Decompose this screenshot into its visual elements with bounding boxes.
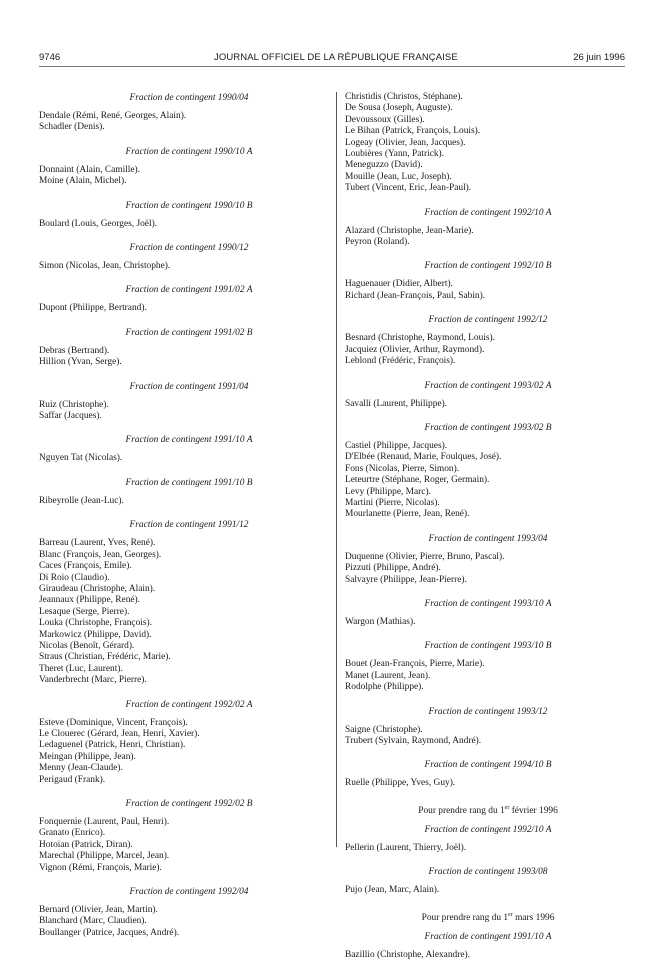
contingent-section [39,699,339,786]
section-heading: Fraction de contingent 1992/10 A [424,824,552,835]
contingent-section [39,519,339,686]
name-entry: Levy (Philippe, Marc). [345,486,431,497]
name-entry: Bazillio (Christophe, Alexandre). [345,949,470,960]
name-entry: Besnard (Christophe, Raymond, Louis). [345,333,495,344]
name-entry: Meingan (Philippe, Jean). [39,751,136,762]
name-entry: Mouille (Jean, Luc, Joseph). [345,171,452,182]
name-entry: Blanchard (Marc, Claudien). [39,916,147,927]
name-entry: Dendale (Rémi, René, Georges, Alain). [39,111,187,121]
contingent-section [39,477,339,507]
name-entry: Haguenauer (Didier, Albert). [345,279,453,290]
name-entry: Pizzuti (Philippe, André). [345,563,441,574]
name-entry: Bernard (Olivier, Jean, Martin). [39,905,158,916]
section-heading: Fraction de contingent 1991/12 [129,520,249,531]
issue-date: 26 juin 1996 [573,52,625,63]
name-entry: Dupont (Philippe, Bertrand). [39,303,147,314]
contingent-section [39,327,339,369]
name-entry: Fons (Nicolas, Pierre, Simon). [345,463,460,474]
name-entry: Granato (Enrico). [39,828,106,839]
name-entry: Debras (Bertrand). [39,345,110,356]
name-entry: Saigne (Christophe). [345,724,423,735]
name-entry: Vanderbrecht (Marc, Pierre). [39,675,147,686]
name-entry: Le Clouerec (Gérard, Jean, Henri, Xavier). [39,728,200,739]
contingent-section [345,759,631,789]
page-number: 9746 [39,52,61,63]
section-heading: Fraction de contingent 1992/10 A [424,207,552,218]
name-entry: Fonquernie (Laurent, Paul, Henri). [39,817,170,827]
name-entry: Martini (Pierre, Nicolas). [345,497,440,508]
section-heading: Fraction de contingent 1991/10 A [125,435,253,446]
contingent-section [39,434,339,464]
contingent-section [39,381,339,423]
name-entry: Schadler (Denis). [39,122,105,133]
name-entry: Barreau (Laurent, Yves, René). [39,538,156,549]
name-entry: Menny (Jean-Claude). [39,763,123,774]
name-entry: Straus (Christian, Frédéric, Marie). [39,652,171,663]
name-entry: Pellerin (Laurent, Thierry, Joël). [345,842,467,853]
name-entry: Castiel (Philippe, Jacques). [345,440,448,451]
name-entry: Meneguzzo (David). [345,160,423,171]
contingent-section [39,886,339,939]
header-rule [39,66,625,67]
name-entry: Pujo (Jean, Marc, Alain). [345,885,440,896]
contingent-section [345,802,631,855]
section-heading: Fraction de contingent 1993/08 [428,867,548,878]
name-entry: Simon (Nicolas, Jean, Christophe). [39,261,171,272]
name-entry: De Sousa (Joseph, Auguste). [345,103,453,114]
name-entry: Duquenne (Olivier, Pierre, Bruno, Pascal). [345,551,505,562]
name-entry: Loubières (Yann, Patrick). [345,149,445,160]
section-heading: Fraction de contingent 1992/02 A [125,699,253,710]
section-heading: Fraction de contingent 1993/04 [428,533,548,544]
name-entry: Christidis (Christos, Stéphane). [345,92,463,102]
column-divider [336,92,337,847]
name-entry: Moine (Alain, Michel). [39,176,127,187]
contingent-section [345,92,631,195]
section-heading: Fraction de contingent 1994/10 B [424,760,552,771]
contingent-section [39,146,339,188]
section-heading: Fraction de contingent 1990/04 [129,93,249,103]
name-entry: Ledaguenel (Patrick, Henri, Christian). [39,740,186,751]
name-entry: Boulard (Louis, Georges, Joël). [39,218,158,229]
name-entry: Donnaint (Alain, Camille). [39,164,141,175]
name-entry: Jacquiez (Olivier, Arthur, Raymond). [345,344,485,355]
contingent-section [345,533,631,586]
contingent-section [39,92,339,134]
section-heading: Fraction de contingent 1990/10 A [125,146,253,157]
section-heading: Fraction de contingent 1990/12 [129,243,249,254]
name-entry: Bouet (Jean-François, Pierre, Marie). [345,659,485,670]
name-entry: Louka (Christophe, François). [39,618,152,629]
section-heading: Fraction de contingent 1992/02 B [125,799,253,809]
section-heading: Fraction de contingent 1991/10 A [424,931,552,942]
section-heading: Fraction de contingent 1992/10 B [424,261,552,272]
name-entry: Hillion (Yvan, Serge). [39,357,122,368]
section-heading: Fraction de contingent 1992/12 [428,315,548,326]
section-heading: Fraction de contingent 1993/02 B [424,422,552,433]
name-entry: Blanc (François, Jean, Georges). [39,549,162,560]
section-heading: Fraction de contingent 1991/02 B [125,327,253,338]
section-heading: Fraction de contingent 1991/04 [129,381,249,392]
name-entry: Peyron (Roland). [345,237,410,248]
name-entry: Richard (Jean-François, Paul, Sabin). [345,290,486,301]
section-heading: Fraction de contingent 1993/10 B [424,641,552,652]
contingent-section [345,598,631,628]
name-entry: Leblond (Frédéric, François). [345,356,456,367]
contingent-section [345,866,631,896]
name-entry: Di Roio (Claudio). [39,572,110,583]
name-entry: Vignon (Rémi, François, Marie). [39,862,162,873]
name-entry: Devoussoux (Gilles). [345,114,425,125]
name-entry: Ribeyrolle (Jean-Luc). [39,495,124,506]
name-entry: Alazard (Christophe, Jean-Marie). [345,225,474,236]
right-column [345,92,631,973]
contingent-section [345,640,631,693]
section-heading: Fraction de contingent 1993/12 [428,706,548,717]
contingent-section [39,242,339,272]
name-entry: Nicolas (Benoît, Gérard). [39,640,135,651]
contingent-section [345,207,631,249]
contingent-section [39,284,339,314]
section-heading: Fraction de contingent 1992/04 [129,887,249,898]
name-entry: Nguyen Tat (Nicolas). [39,453,123,464]
name-entry: Wargon (Mathias). [345,616,416,627]
name-entry: Ruiz (Christophe). [39,399,109,410]
name-entry: Mourlanette (Pierre, Jean, René). [345,509,470,520]
name-entry: Jeannaux (Philippe, René). [39,595,141,606]
name-entry: Saffar (Jacques). [39,411,102,422]
name-entry: Giraudeau (Christophe, Alain). [39,583,156,594]
name-entry: Savalli (Laurent, Philippe). [345,398,448,409]
name-entry: Salvayre (Philippe, Jean-Pierre). [345,574,467,585]
section-heading: Fraction de contingent 1991/10 B [125,477,253,488]
name-entry: Caces (François, Emile). [39,561,132,572]
name-entry: Ruelle (Philippe, Yves, Guy). [345,778,456,789]
name-entry: Boullanger (Patrice, Jacques, André). [39,927,180,938]
contingent-section [345,314,631,367]
name-entry: Rodolphe (Philippe). [345,682,424,693]
section-heading: Fraction de contingent 1993/10 A [424,598,552,609]
rank-heading: Pour prendre rang du 1er février 1996 [418,804,558,816]
contingent-section [39,200,339,230]
name-entry: Le Bihan (Patrick, François, Louis). [345,126,481,137]
name-entry: Leteurtre (Stéphane, Roger, Germain). [345,475,490,486]
name-entry: Manet (Laurent, Jean). [345,670,431,681]
contingent-section [345,706,631,748]
name-entry: Marechal (Philippe, Marcel, Jean). [39,851,170,862]
name-entry: Esteve (Dominique, Vincent, François). [39,717,188,728]
left-column [39,92,339,951]
name-entry: Theret (Luc, Laurent). [39,663,123,674]
journal-title: JOURNAL OFFICIEL DE LA RÉPUBLIQUE FRANÇAISE [214,52,458,63]
contingent-section [39,798,339,874]
section-heading: Fraction de contingent 1990/10 B [125,200,253,211]
contingent-section [345,422,631,521]
name-entry: Lesaque (Serge, Pierre). [39,606,130,617]
name-entry: D'Elbée (Renaud, Marie, Foulques, José). [345,452,502,463]
page-header [0,0,665,80]
section-heading: Fraction de contingent 1993/02 A [424,380,552,391]
section-heading: Fraction de contingent 1991/02 A [125,285,253,296]
contingent-section [345,380,631,410]
name-entry: Logeay (Olivier, Jean, Jacques). [345,137,466,148]
rank-heading: Pour prendre rang du 1er mars 1996 [421,911,555,923]
name-entry: Hotoian (Patrick, Diran). [39,839,133,850]
name-entry: Tubert (Vincent, Eric, Jean-Paul). [345,183,472,194]
name-entry: Perigaud (Frank). [39,774,106,785]
name-entry: Markowicz (Philippe, David). [39,629,152,640]
contingent-section [345,260,631,302]
contingent-section [345,909,631,962]
name-entry: Trubert (Sylvain, Raymond, André). [345,736,482,746]
